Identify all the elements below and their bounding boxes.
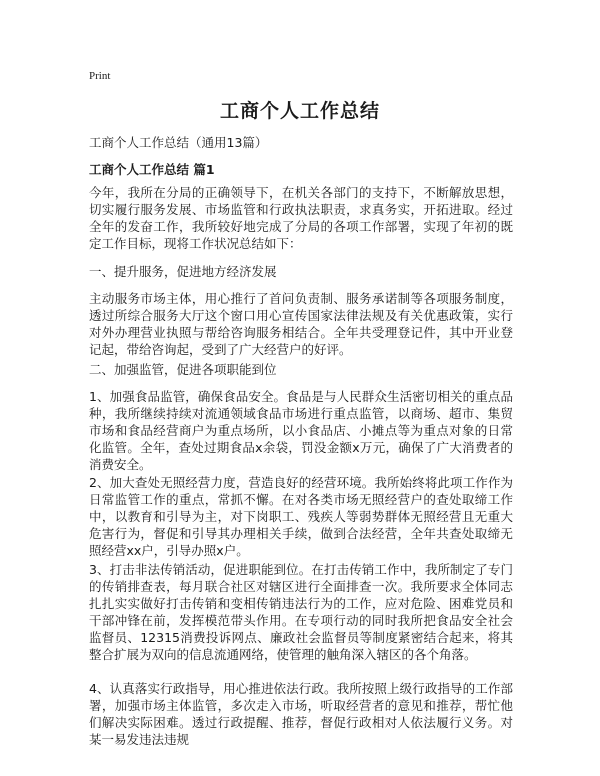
paragraph-guidance: 4、认真落实行政指导，用心推进依法行政。我所按照上级行政指导的工作部署，加强市场主体监管，多次走入市场，听取经营者的意见和推荐，帮忙他们解决实际困难。透过行政提醒、推荐，督促行政相对人依法履行义务。对某一易发违法违规	[89, 681, 513, 747]
paragraph-service: 主动服务市场主体，用心推行了首问负责制、服务承诺制等各项服务制度，透过所综合服务大厅这个窗口用心宣传国家法律法规及有关优惠政策，实行对外办理营业执照与帮给咨询服务相结合。全年共受理登记件，其中开业登记起，带给咨询起，受到了广大经营户的好评。	[89, 291, 513, 357]
paragraph-food-safety: 1、加强食品监管，确保食品安全。食品是与人民群众生活密切相关的重点品种，我所继续持续对流通领域食品市场进行重点监管，以商场、超市、集贸市场和食品经营商户为重点场所，以小食品店、小摊点等为重点对象的日常化监管。全年，查处过期食品x余袋，罚没金额x万元，确保了广大消费者的消费安全。	[89, 389, 513, 472]
heading-service: 一、提升服务，促进地方经济发展	[89, 264, 277, 279]
document-title: 工商个人工作总结	[219, 100, 380, 122]
paragraph-unlicensed: 2、加大查处无照经营力度，营造良好的经营环境。我所始终将此项工作作为日常监管工作的重点，常抓不懈。在对各类市场无照经营户的查处取缔工作中，以教育和引导为主，对下岗职工、残疾人等弱势群体无照经营且无重大危害行为，督促和引导其办理相关手续，做到合法经营，全年共查处取缔无照经营xx户，引导办照x户。	[89, 475, 513, 558]
paragraph-intro: 今年，我所在分局的正确领导下，在机关各部门的支持下，不断解放思想，切实履行服务发展、市场监管和行政执法职责，求真务实，开拓进取。经过全年的发奋工作，我所较好地完成了分局的各项工作部署，实现了年初的既定工作目标，现将工作状况总结如下：	[89, 185, 513, 251]
document-subtitle: 工商个人工作总结（通用13篇）	[89, 135, 268, 150]
print-label: Print	[89, 70, 111, 82]
paragraph-pyramid: 3、打击非法传销活动，促进职能到位。在打击传销工作中，我所制定了专门的传销排查表，每月联合社区对辖区进行全面排查一次。我所要求全体同志扎扎实实做好打击传销和变相传销违法行为的工作，应对危险、困难党员和干部冲锋在前，发挥模范带头作用。在专项行动的同时我所把食品安全社会监督员、12315消费投诉网点、廉政社会监督员等制度紧密结合起来，将其整合扩展为双向的信息流通网络，使管理的触角深入辖区的各个角落。	[89, 562, 513, 662]
section-title: 工商个人工作总结 篇1	[89, 162, 215, 177]
heading-supervision: 二、加强监管，促进各项职能到位	[89, 362, 277, 377]
